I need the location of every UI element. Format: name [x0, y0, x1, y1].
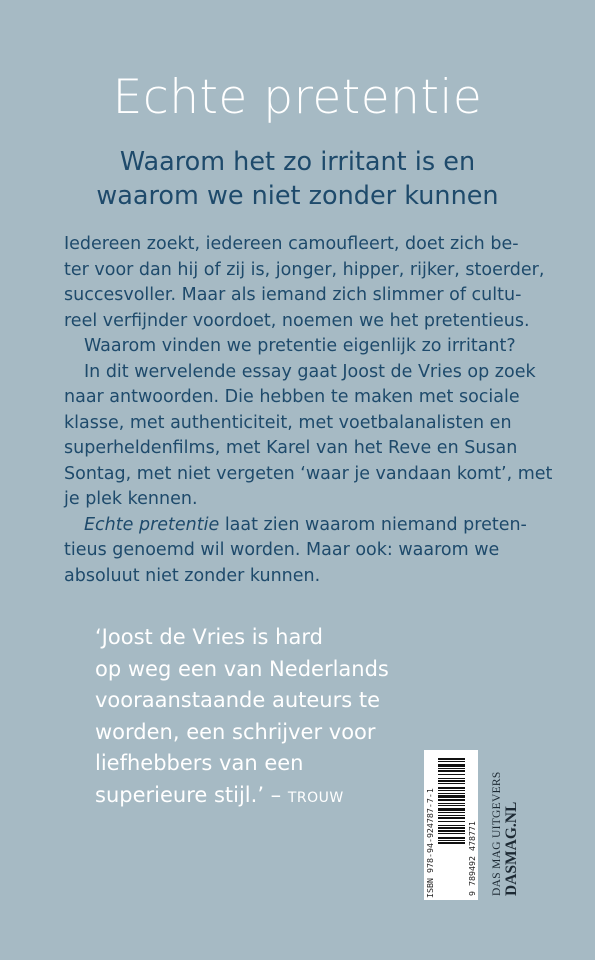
italic-title: Echte pretentie — [84, 514, 220, 535]
isbn-text: ISBN 978-94-924787-7-1 — [425, 788, 435, 898]
barcode-bar — [438, 793, 465, 794]
publisher-graphic — [484, 748, 528, 898]
barcode-bar — [438, 764, 465, 767]
blurb-line: tieus genoemd wil worden. Maar ook: waarom we — [64, 540, 500, 560]
barcode-bar — [438, 758, 465, 760]
barcode-bar — [438, 805, 465, 806]
quote-source: TROUW — [287, 789, 344, 806]
barcode-bar — [438, 803, 465, 804]
publisher-name: DAS MAG UITGEVERS — [491, 771, 503, 896]
subtitle-line-1: Waarom het zo irritant is en — [119, 147, 476, 177]
barcode-bar — [438, 833, 465, 834]
quote-last-text: superieure stijl.’ – — [95, 782, 288, 807]
isbn-barcode — [424, 750, 478, 900]
blurb-line: Sontag, met niet vergeten ‘waar je vandaan komt’, met — [64, 463, 553, 484]
barcode-bar — [438, 808, 465, 811]
blurb-line: Waarom vinden we pretentie eigenlijk zo irritant? — [84, 336, 516, 356]
barcode-bar — [438, 780, 465, 782]
blurb-line: ter voor dan hij of zij is, jonger, hipper, rijker, stoerder, — [64, 259, 545, 280]
blurb-line: succesvoller. Maar als iemand zich slimmer of cultu- — [64, 285, 522, 305]
barcode-bar — [438, 761, 465, 762]
barcode-bar — [438, 774, 465, 775]
quote-line: op weg een van Nederlands — [95, 656, 389, 681]
barcode-bar — [438, 840, 465, 841]
barcode-bar — [438, 815, 465, 816]
subtitle-line-2: waarom we niet zonder kunnen — [96, 181, 499, 211]
barcode-bar — [438, 768, 465, 769]
barcode-bar — [438, 770, 465, 772]
barcode-bar — [438, 795, 465, 798]
blurb-text — [64, 232, 553, 589]
quote-line: ‘Joost de Vries is hard — [95, 625, 323, 649]
barcode-graphic — [424, 750, 478, 900]
barcode-bar — [438, 799, 465, 801]
publisher-block — [484, 748, 528, 898]
barcode-bar — [438, 783, 465, 784]
barcode-bar — [438, 821, 465, 822]
blurb-line: absoluut niet zonder kunnen. — [64, 565, 321, 586]
book-title: Echte pretentie — [112, 70, 483, 125]
press-quote — [95, 622, 395, 814]
quote-line: liefhebbers van een — [95, 751, 304, 775]
blurb-line-rest: laat zien waarom niemand preten- — [219, 514, 527, 535]
blurb-line: naar antwoorden. Die hebben te maken met sociale — [64, 387, 520, 407]
quote-last-line — [95, 780, 395, 815]
book-subtitle — [0, 145, 595, 213]
barcode-bar — [438, 825, 465, 826]
barcode-bar — [438, 842, 465, 844]
barcode-digits: 9 789492 478771 — [467, 821, 477, 896]
blurb-line: superheldenfilms, met Karel van het Reve en Susan — [64, 438, 518, 458]
blurb-line: In dit wervelende essay gaat Joost de Vries op zoek — [84, 361, 536, 382]
quote-line: vooraanstaande auteurs te — [95, 688, 380, 712]
barcode-bar — [438, 787, 465, 789]
barcode-bar — [438, 827, 465, 829]
barcode-bar — [438, 837, 465, 839]
blurb-line: klasse, met authenticiteit, met voetbalanalisten en — [64, 412, 512, 433]
quote-line: worden, een schrijver voor — [95, 719, 376, 744]
blurb-line: reel verfijnder voordoet, noemen we het pretentieus. — [64, 310, 530, 331]
blurb-line: je plek kennen. — [64, 489, 198, 509]
publisher-url: DASMAG.NL — [503, 801, 520, 896]
blurb-line: Iedereen zoekt, iedereen camoufleert, doet zich be- — [64, 234, 519, 254]
barcode-bar — [438, 817, 465, 819]
barcode-bar — [438, 778, 465, 779]
blurb-line-italic — [64, 513, 534, 539]
barcode-bar — [438, 830, 465, 832]
barcode-bar — [438, 812, 465, 813]
barcode-bar — [438, 790, 465, 791]
